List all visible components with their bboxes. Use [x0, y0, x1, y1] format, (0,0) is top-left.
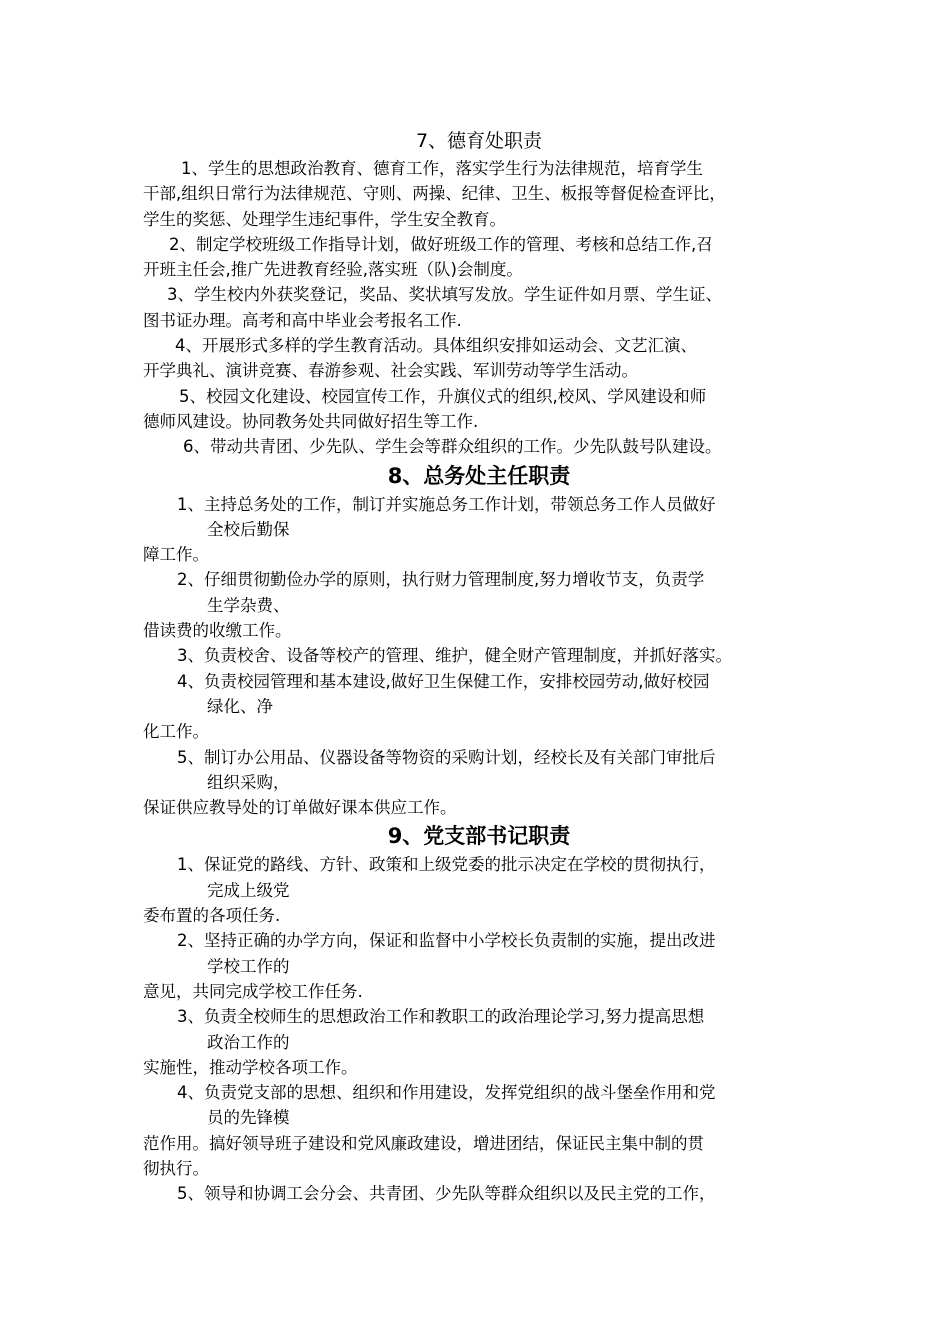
- text-line: 借读费的收缴工作。: [143, 621, 292, 641]
- text-line: 生学杂费、: [207, 595, 290, 615]
- section-title-general-affairs: 8、总务处主任职责: [387, 463, 571, 488]
- text-line: 员的先锋模: [207, 1108, 290, 1128]
- text-line: 4、负责校园管理和基本建设,做好卫生保健工作，安排校园劳动,做好校园: [177, 671, 710, 691]
- text-line: 彻执行。: [143, 1158, 209, 1178]
- text-line: 3、负责校舍、设备等校产的管理、维护，健全财产管理制度，并抓好落实。: [177, 646, 732, 666]
- text-line: 政治工作的: [207, 1032, 290, 1052]
- text-line: 2、坚持正确的办学方向，保证和监督中小学校长负责制的实施，提出改进: [177, 931, 716, 951]
- section-title-party-secretary: 9、党支部书记职责: [387, 824, 571, 849]
- text-line: 5、领导和协调工会分会、共青团、少先队等群众组织以及民主党的工作，: [177, 1184, 716, 1204]
- text-line: 4、开展形式多样的学生教育活动。具体组织安排如运动会、文艺汇演、: [175, 336, 697, 356]
- text-line: 委布置的各项任务.: [143, 906, 281, 926]
- text-line: 化工作。: [143, 722, 209, 742]
- text-line: 3、负责全校师生的思想政治工作和教职工的政治理论学习,努力提高思想: [177, 1007, 705, 1027]
- text-line: 保证供应教导处的订单做好课本供应工作。: [143, 798, 457, 818]
- text-line: 2、仔细贯彻勤俭办学的原则，执行财力管理制度,努力增收节支，负责学: [177, 570, 705, 590]
- text-line: 学校工作的: [207, 956, 290, 976]
- text-line: 学生的奖惩、处理学生违纪事件，学生安全教育。: [143, 209, 506, 229]
- text-line: 实施性，推动学校各项工作。: [143, 1057, 358, 1077]
- text-line: 6、带动共青团、少先队、学生会等群众组织的工作。少先队鼓号队建设。: [183, 437, 722, 457]
- text-line: 4、负责党支部的思想、组织和作用建设，发挥党组织的战斗堡垒作用和党: [177, 1083, 716, 1103]
- text-line: 2、制定学校班级工作指导计划，做好班级工作的管理、考核和总结工作,召: [169, 234, 713, 254]
- text-line: 5、校园文化建设、校园宣传工作，升旗仪式的组织,校风、学风建设和师: [179, 386, 707, 406]
- text-line: 1、学生的思想政治教育、德育工作，落实学生行为法律规范，培育学生: [181, 159, 703, 178]
- text-line: 干部,组织日常行为法律规范、守则、两操、纪律、卫生、板报等督促检查评比，: [143, 184, 726, 204]
- text-line: 图书证办理。高考和高中毕业会考报名工作.: [143, 310, 462, 330]
- section-title-moral-education: 7、德育处职责: [415, 130, 543, 152]
- text-line: 开班主任会,推广先进教育经验,落实班（队)会制度。: [143, 260, 523, 280]
- text-line: 3、学生校内外获奖登记，奖品、奖状填写发放。学生证件如月票、学生证、: [167, 285, 722, 305]
- document-content: [143, 126, 815, 1207]
- text-line: 完成上级党: [207, 880, 290, 900]
- text-line: 障工作。: [143, 545, 209, 565]
- text-line: 全校后勤保: [207, 519, 290, 539]
- text-line: 开学典礼、演讲竞赛、春游参观、社会实践、军训劳动等学生活动。: [143, 361, 638, 381]
- text-line: 1、保证党的路线、方针、政策和上级党委的批示决定在学校的贯彻执行，: [177, 855, 716, 875]
- text-line: 5、制订办公用品、仪器设备等物资的采购计划，经校长及有关部门审批后: [177, 747, 716, 767]
- text-line: 绿化、净: [207, 696, 273, 716]
- text-line: 1、主持总务处的工作，制订并实施总务工作计划，带领总务工作人员做好: [177, 494, 716, 514]
- text-line: 意见，共同完成学校工作任务.: [143, 981, 363, 1001]
- text-line: 组织采购，: [207, 772, 290, 792]
- text-line: 德师风建设。协同教务处共同做好招生等工作.: [143, 411, 479, 431]
- text-line: 范作用。搞好领导班子建设和党风廉政建设，增进团结，保证民主集中制的贯: [143, 1133, 704, 1153]
